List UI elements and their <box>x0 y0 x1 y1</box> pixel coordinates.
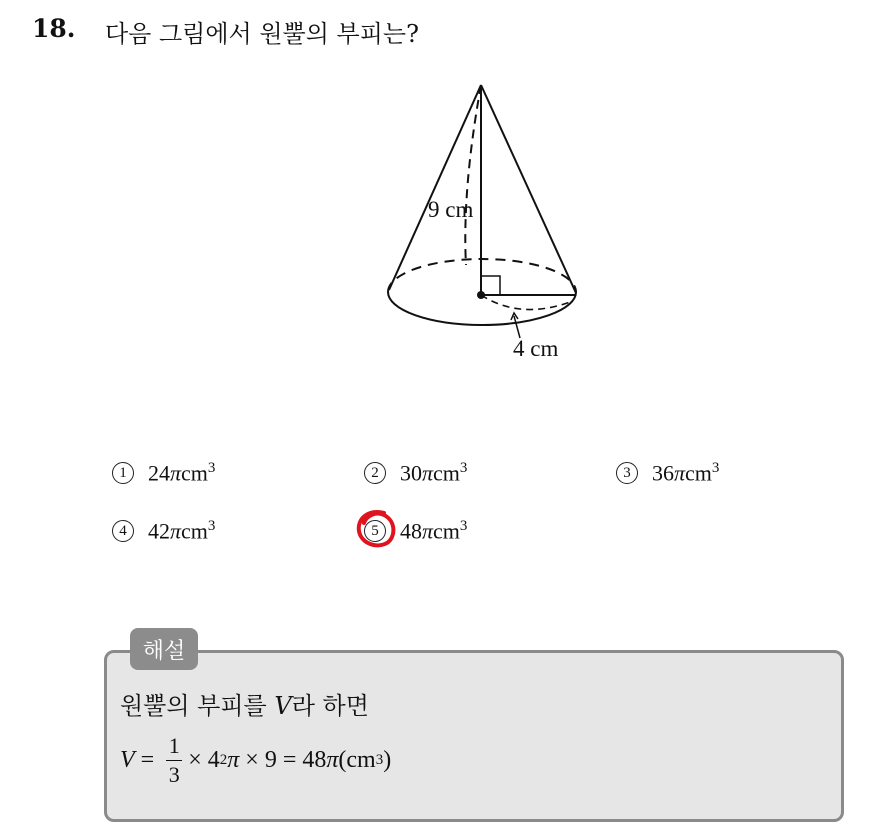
answer-circle-mark <box>354 507 398 551</box>
right-angle-mark <box>481 276 500 295</box>
cone-diagram <box>370 70 600 370</box>
choice-mark: 2 <box>364 462 386 484</box>
cone-figure <box>370 70 600 370</box>
question-number: 18. <box>32 14 76 43</box>
choice-value: 30πcm$^3$ <box>400 460 468 486</box>
choice-value: 24πcm$^3$ <box>148 460 216 486</box>
choice-mark: 3 <box>616 462 638 484</box>
choice-mark: 5 <box>364 520 386 542</box>
choice-mark: 4 <box>112 520 134 542</box>
question-text: 다음 그림에서 원뿔의 부피는? <box>105 20 419 48</box>
choice-mark: 1 <box>112 462 134 484</box>
solution-line-1: 원뿔의 부피를 V라 하면 <box>120 692 369 720</box>
choice-1[interactable] <box>112 460 215 486</box>
radius-brace <box>481 295 570 310</box>
solution-tag: 해설 <box>130 628 198 670</box>
cone-slant-right <box>481 85 576 293</box>
choice-3[interactable] <box>616 460 719 486</box>
solution-equation: V = $\frac{1}{3}$ × 4 2 π × 9 = 48 π (cm 3 ) <box>120 733 392 787</box>
radius-arrow <box>514 316 520 338</box>
choice-value: 42πcm$^3$ <box>148 518 216 544</box>
fraction: $\frac{1}{3}$ <box>166 734 182 785</box>
choice-2[interactable] <box>364 460 467 486</box>
hidden-slant-line <box>465 85 481 265</box>
choice-value: 36πcm$^3$ <box>652 460 720 486</box>
radius-label: 4 cm <box>513 336 559 361</box>
choice-4[interactable] <box>112 518 215 544</box>
choice-value: 48πcm$^3$ <box>400 518 468 544</box>
height-label: 9 cm <box>428 197 474 222</box>
